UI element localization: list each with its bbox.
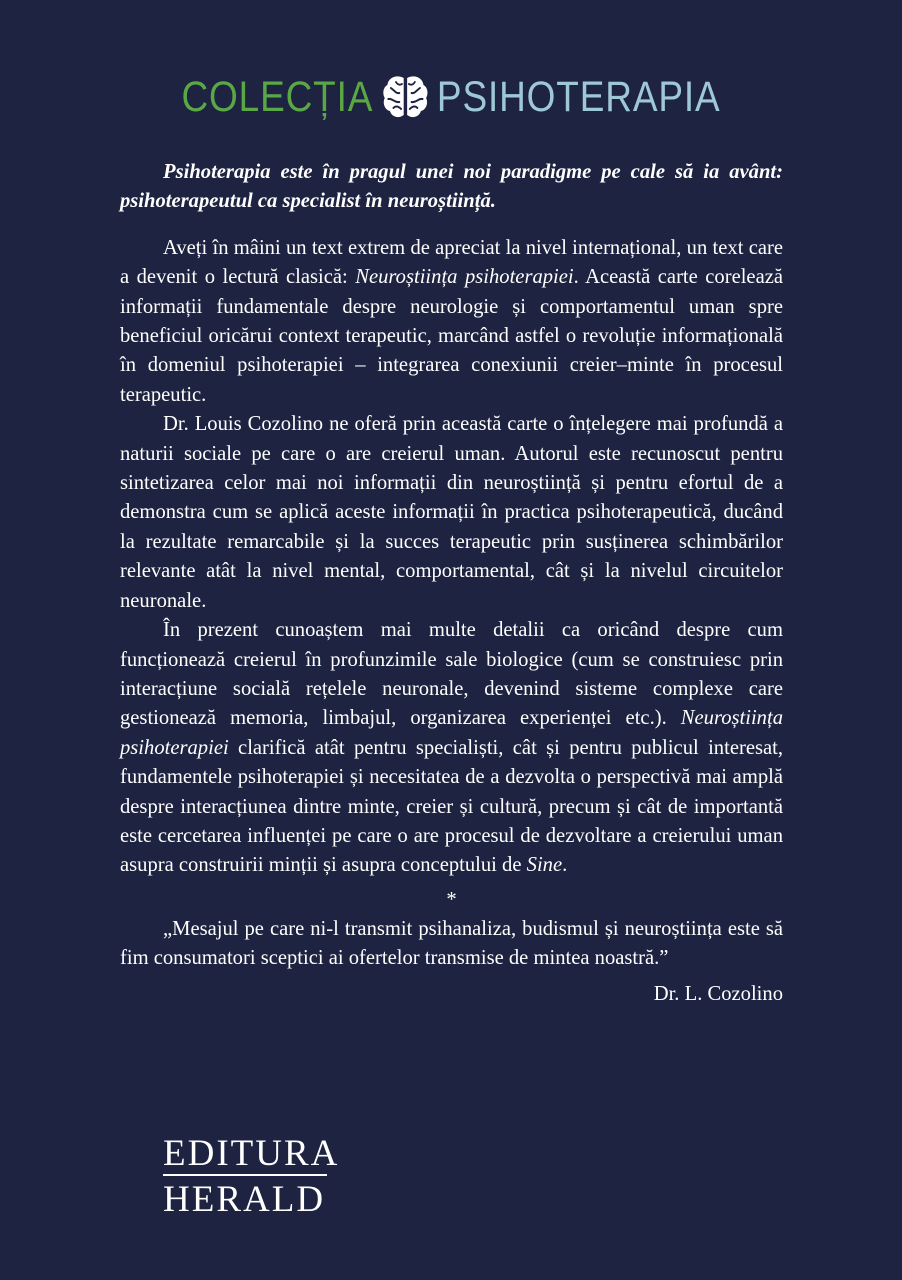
book-title: Neuroștiința psihoterapiei [120, 707, 783, 759]
lead-paragraph: Psihoterapia este în pragul unei noi paradigme pe cale să ia avânt: psihoterapeutul ca specialist în neuroștiință. [120, 161, 783, 213]
paragraph-1-text-start: Aveți în mâini un text extrem de apreciat la nivel internațional, un text care a devenit o lectură clasică: [120, 236, 783, 289]
paragraph-3-text-end: . [562, 854, 568, 877]
paragraph-1-text-end: . Această carte corelează informații fundamentale despre neurologie și comportamentul uman spre beneficiul oricărui context terapeutic, marcând astfel o revoluție informațională în domeniul psihoterapiei – integrarea conexiunii creier–minte în procesul terapeutic. [120, 266, 783, 406]
publisher-logo [163, 1133, 340, 1220]
quote: „Mesajul pe care ni-l transmit psihanaliza, budismul și neuroștiința este să fim consumatori sceptici ai ofertelor transmise de mintea noastră.” [120, 917, 783, 970]
brain-icon [380, 72, 430, 122]
publisher-line-2: HERALD [163, 1179, 326, 1220]
collection-name: PSIHOTERAPIA [436, 72, 721, 121]
sine-word: Sine [526, 854, 563, 877]
quote-author: Dr. L. Cozolino [653, 982, 783, 1005]
book-title: Neuroștiința psihoterapiei [355, 266, 574, 289]
collection-header [63, 72, 839, 122]
paragraph-3-text-middle: clarifică atât pentru specialiști, cât și pentru publicul interesat, fundamentele psihoterapiei și necesitatea de a dezvolta o perspectivă mai amplă despre interacțiunea dintre minte, creier și cultură, precum și cât de importantă este cercetarea influenței pe care o are procesul de dezvoltare a creierului uman asupra construirii minții și asupra conceptului de [120, 736, 783, 877]
publisher-line-1: EDITURA [163, 1133, 340, 1174]
paragraph-1 [120, 234, 783, 410]
back-cover-text [120, 158, 783, 1009]
paragraph-3 [120, 616, 783, 881]
paragraph-3-text-start: În prezent cunoaștem mai multe detalii ca oricând despre cum funcționează creierul în profunzimile sale biologice (cum se construiesc prin interacțiune socială rețelele neuronale, devenind sisteme complexe care gestionează memoria, limbajul, organizarea experienței etc.). [120, 619, 783, 730]
paragraph-2: Dr. Louis Cozolino ne oferă prin această carte o înțelegere mai profundă a naturii sociale pe care o are creierul uman. Autorul este recunoscut pentru sintetizarea celor mai noi informații din neuroștiință și pentru efortul de a demonstra cum se aplică aceste informații în practica psihoterapeutică, ducând la rezultate remarcabile și la succes terapeutic prin susținerea schimbărilor relevante atât la nivel mental, comportamental, cât și la nivelul circuitelor neuronale. [120, 413, 783, 612]
separator: * [446, 888, 457, 911]
collection-word: COLECȚIA [181, 72, 374, 121]
